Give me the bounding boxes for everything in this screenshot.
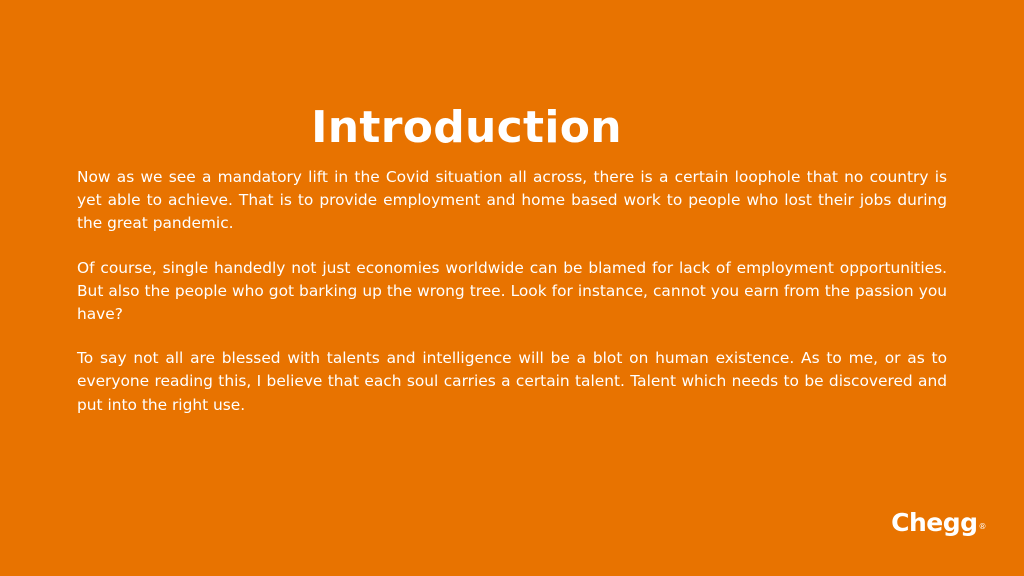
paragraph-3: To say not all are blessed with talents and intelligence will be a blot on human existence. As to me, or as to everyone reading this, I believe that each soul carries a certain talent. Talent which needs to be discovered and put into the right use.: [77, 349, 947, 414]
slide-body: [77, 166, 947, 438]
chegg-logo: [891, 507, 986, 539]
slide-title: Introduction: [311, 102, 622, 154]
paragraph-2: Of course, single handedly not just economies worldwide can be blamed for lack of employment opportunities. But also the people who got barking up the wrong tree. Look for instance, cannot you earn from the passion you have?: [77, 258, 947, 324]
logo-text: Chegg: [891, 508, 978, 537]
registered-mark: ®: [978, 522, 986, 531]
paragraph-1: Now as we see a mandatory lift in the Covid situation all across, there is a certain loophole that no country is yet able to achieve. That is to provide employment and home based work to people who lost their jobs during the great pandemic.: [77, 168, 947, 233]
